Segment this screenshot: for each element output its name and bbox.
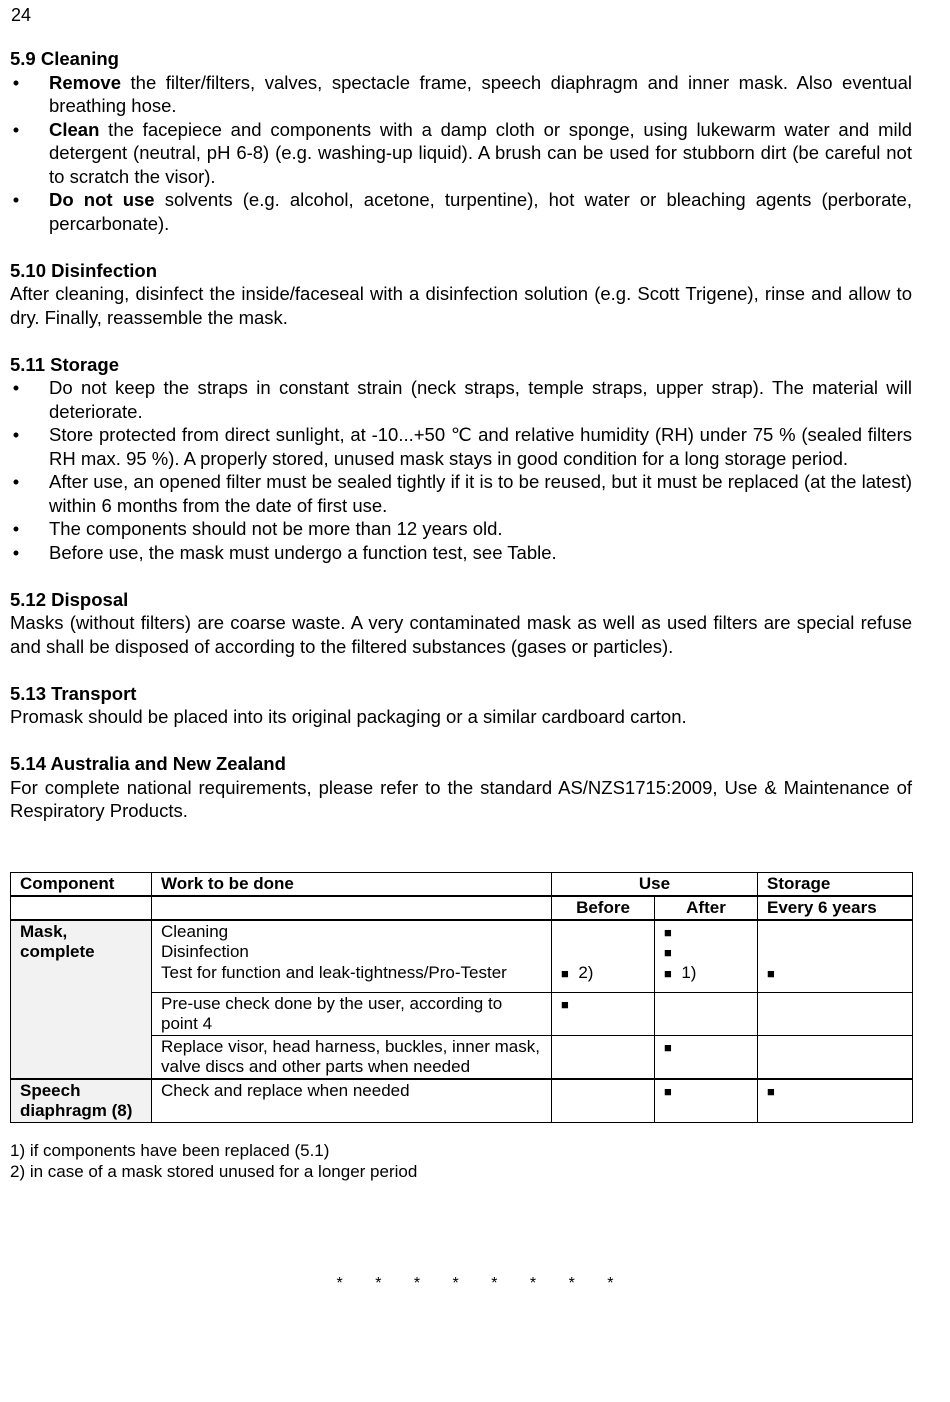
maintenance-table bbox=[10, 872, 913, 1123]
list-item bbox=[10, 188, 912, 235]
table-footnotes bbox=[10, 1141, 417, 1182]
section-text: For complete national requirements, please refer to the standard AS/NZS1715:2009, Use & Maintenance of Respiratory Products. bbox=[10, 776, 912, 821]
after-cell bbox=[655, 992, 758, 1035]
section-australia-nz bbox=[10, 752, 912, 823]
header-before: Before bbox=[552, 896, 655, 920]
section-heading: 5.11 Storage bbox=[10, 353, 120, 375]
before-cell bbox=[552, 1079, 655, 1123]
blank-line bbox=[767, 922, 903, 943]
work-cell: Check and replace when needed bbox=[152, 1079, 552, 1123]
section-text: Promask should be placed into its original packaging or a similar cardboard carton. bbox=[10, 706, 687, 727]
list-item-text: Before use, the mask must undergo a function test, see Table. bbox=[49, 541, 557, 563]
square-mark-icon: ■ bbox=[561, 965, 569, 981]
table-subheader-row bbox=[11, 896, 913, 920]
square-mark-icon: ■ bbox=[664, 1083, 672, 1099]
bullet-icon: • bbox=[12, 71, 20, 93]
list-item-text: Do not keep the straps in constant strain (neck straps, temple straps, upper strap). The material will deteriorate. bbox=[49, 377, 912, 422]
storage-list bbox=[10, 376, 912, 564]
list-item bbox=[10, 376, 912, 423]
section-heading: 5.14 Australia and New Zealand bbox=[10, 753, 286, 774]
list-item-text: the filter/filters, valves, spectacle frame, speech diaphragm and inner mask. Also eventual breathing hose. bbox=[49, 71, 912, 116]
bullet-icon: • bbox=[12, 424, 20, 445]
list-item bbox=[10, 423, 912, 470]
page-number: 24 bbox=[11, 5, 32, 25]
list-item-text: Store protected from direct sunlight, at -10...+50 ℃ and relative humidity (RH) under 75 % (sealed filters RH max. 95 %). A properly stored, unused mask stays in good condition for a long storage period. bbox=[49, 424, 912, 469]
mark-line bbox=[664, 963, 748, 984]
section-heading: 5.12 Disposal bbox=[10, 588, 129, 610]
subheader-empty bbox=[152, 896, 552, 920]
work-cell: Pre-use check done by the user, according to point 4 bbox=[152, 992, 552, 1035]
list-item bbox=[10, 517, 912, 541]
component-cell: Mask, complete bbox=[11, 920, 152, 1079]
section-text: After cleaning, disinfect the inside/faceseal with a disinfection solution (e.g. Scott Trigene), rinse and allow to dry. Finally, reassemble the mask. bbox=[10, 283, 912, 328]
header-after: After bbox=[655, 896, 758, 920]
every-6-years-cell bbox=[758, 920, 913, 993]
work-cell: Replace visor, head harness, buckles, inner mask, valve discs and other parts when needed bbox=[152, 1035, 552, 1079]
every-6-years-cell bbox=[758, 1035, 913, 1079]
after-cell bbox=[655, 1035, 758, 1079]
bullet-icon: • bbox=[12, 518, 20, 539]
emphasis: Do not use bbox=[49, 189, 155, 210]
document-body bbox=[10, 47, 912, 846]
header-every-6-years: Every 6 years bbox=[758, 896, 913, 920]
emphasis: Remove bbox=[49, 71, 121, 93]
footnote: 1) if components have been replaced (5.1) bbox=[10, 1141, 330, 1160]
end-of-section-stars: * * * * * * * * bbox=[336, 1275, 628, 1292]
list-item-text: solvents (e.g. alcohol, acetone, turpentine), hot water or bleaching agents (perborate, percarbonate). bbox=[49, 189, 912, 234]
blank-line bbox=[561, 922, 645, 943]
square-mark-icon: ■ bbox=[664, 965, 672, 981]
list-item bbox=[10, 470, 912, 517]
mark-line bbox=[767, 963, 903, 984]
square-mark-icon: ■ bbox=[767, 1083, 775, 1099]
section-heading: 5.10 Disinfection bbox=[10, 259, 158, 281]
list-item bbox=[10, 118, 912, 189]
section-disinfection bbox=[10, 259, 912, 330]
table-header-row bbox=[11, 873, 913, 897]
work-cell bbox=[152, 920, 552, 993]
mark-line bbox=[561, 963, 645, 984]
before-cell bbox=[552, 920, 655, 993]
blank-line bbox=[767, 942, 903, 963]
mark-line bbox=[664, 942, 748, 963]
bullet-icon: • bbox=[12, 189, 20, 210]
square-mark-icon: ■ bbox=[664, 924, 672, 940]
list-item-text: The components should not be more than 12 years old. bbox=[49, 518, 503, 539]
table-row bbox=[11, 1079, 913, 1123]
square-mark-icon: ■ bbox=[664, 1039, 672, 1055]
section-storage bbox=[10, 353, 912, 565]
footnote-ref: 2) bbox=[578, 962, 594, 982]
header-storage: Storage bbox=[758, 873, 913, 897]
list-item bbox=[10, 71, 912, 118]
section-heading: 5.9 Cleaning bbox=[10, 48, 119, 69]
work-line: Disinfection bbox=[161, 942, 249, 961]
header-work: Work to be done bbox=[152, 873, 552, 897]
section-disposal bbox=[10, 588, 912, 659]
after-cell bbox=[655, 1079, 758, 1123]
cleaning-list bbox=[10, 71, 912, 236]
square-mark-icon: ■ bbox=[561, 996, 569, 1012]
list-item-text: the facepiece and components with a damp cloth or sponge, using lukewarm water and mild detergent (neutral, pH 6-8) (e.g. washing-up liquid). A brush can be used for stubborn dirt (be careful not to scratch the visor). bbox=[49, 118, 912, 187]
every-6-years-cell bbox=[758, 1079, 913, 1123]
header-component: Component bbox=[11, 873, 152, 897]
before-cell bbox=[552, 1035, 655, 1079]
work-line: Test for function and leak-tightness/Pro-Tester bbox=[161, 962, 507, 982]
bullet-icon: • bbox=[12, 541, 20, 563]
section-transport bbox=[10, 682, 912, 729]
footnote-ref: 1) bbox=[681, 962, 697, 982]
subheader-empty bbox=[11, 896, 152, 920]
list-item-text: After use, an opened filter must be sealed tightly if it is to be reused, but it must be replaced (at the latest) within 6 months from the date of first use. bbox=[49, 471, 912, 516]
table-row bbox=[11, 920, 913, 993]
every-6-years-cell bbox=[758, 992, 913, 1035]
component-cell: Speech diaphragm (8) bbox=[11, 1079, 152, 1123]
bullet-icon: • bbox=[12, 118, 20, 140]
bullet-icon: • bbox=[12, 377, 20, 398]
mark-line bbox=[664, 922, 748, 943]
blank-line bbox=[561, 942, 645, 963]
emphasis: Clean bbox=[49, 118, 100, 140]
footnote: 2) in case of a mask stored unused for a longer period bbox=[10, 1161, 418, 1181]
section-cleaning bbox=[10, 47, 912, 235]
square-mark-icon: ■ bbox=[664, 945, 672, 960]
list-item bbox=[10, 541, 912, 565]
after-cell bbox=[655, 920, 758, 993]
square-mark-icon: ■ bbox=[767, 965, 775, 981]
bullet-icon: • bbox=[12, 471, 20, 492]
section-text: Masks (without filters) are coarse waste. A very contaminated mask as well as used filters are special refuse and shall be disposed of according to the filtered substances (gases or particles). bbox=[10, 612, 912, 657]
before-cell bbox=[552, 992, 655, 1035]
section-heading: 5.13 Transport bbox=[10, 682, 137, 704]
work-line: Cleaning bbox=[161, 921, 229, 941]
header-use: Use bbox=[552, 873, 758, 897]
